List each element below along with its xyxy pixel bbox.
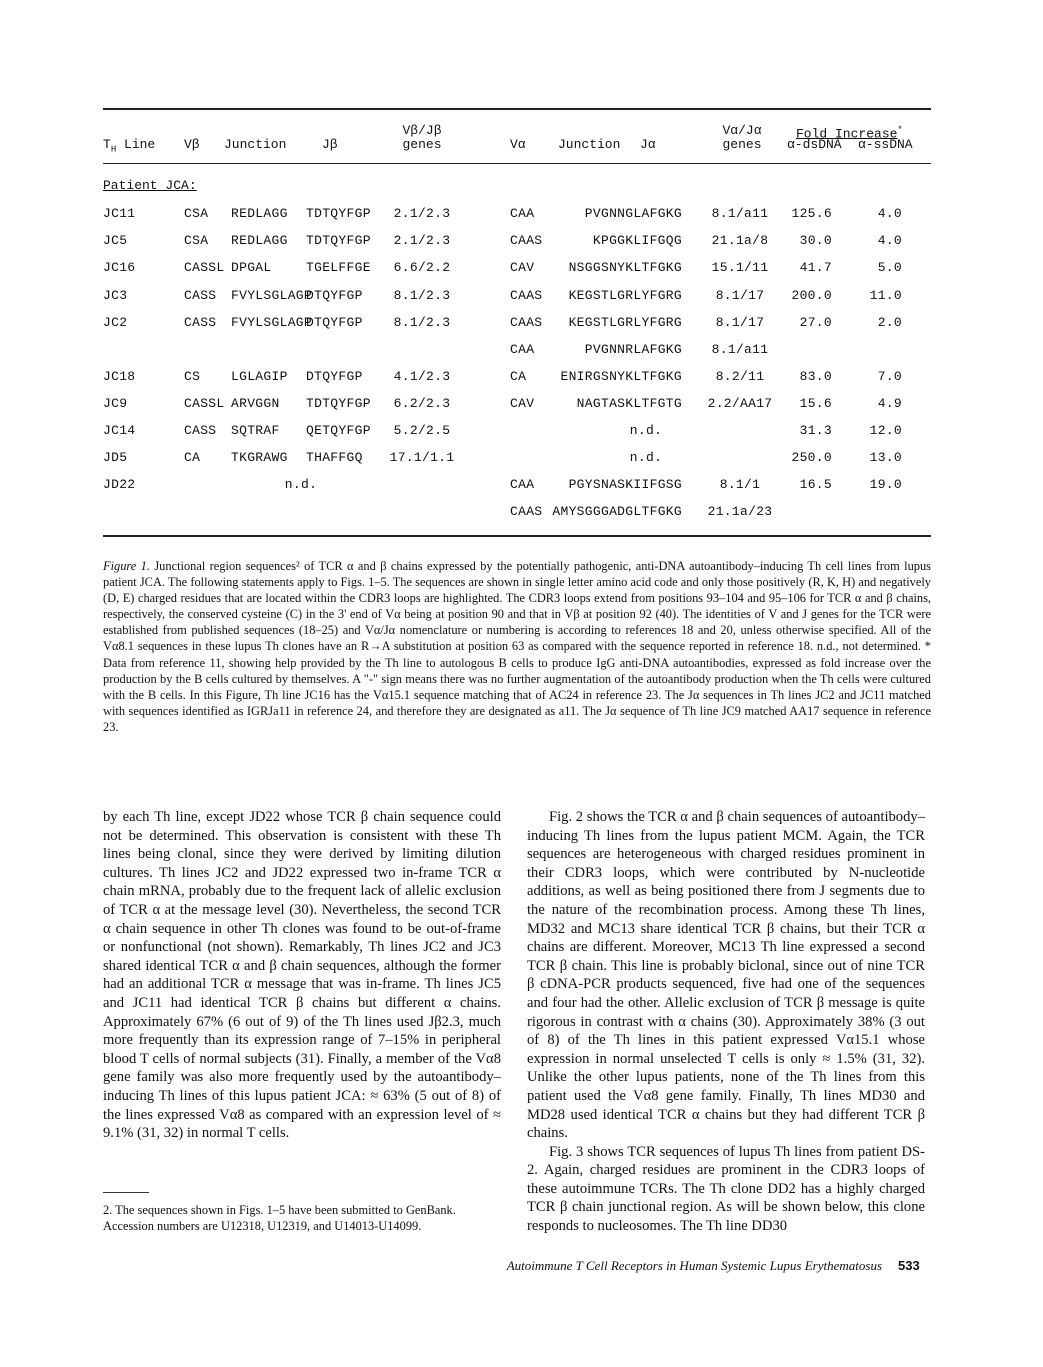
table-cell-junction-a: n.d. <box>629 450 663 465</box>
table-cell-jb: TDTQYFGP <box>306 206 371 221</box>
table-top-rule <box>103 108 931 110</box>
table-cell-vb: CASSL <box>184 396 225 411</box>
table-cell-vbjb: 8.1/2.3 <box>393 315 451 330</box>
table-cell-vb: CA <box>184 450 201 465</box>
table-cell-ss: 11.0 <box>869 288 902 303</box>
table-bottom-rule <box>103 535 931 537</box>
footnote-rule <box>103 1192 149 1193</box>
table-cell-vbjb: 5.2/2.5 <box>393 423 451 438</box>
table-cell-vb: CS <box>184 369 201 384</box>
table-cell-vaja: 8.1/a11 <box>711 342 769 357</box>
table-cell-line: JC16 <box>103 260 136 275</box>
table-cell-va: CAAS <box>510 315 543 330</box>
header-vbjb-1: Vβ/Jβ <box>402 123 442 138</box>
table-cell-ss: 4.0 <box>877 206 902 221</box>
table-cell-junction-a: AMYSGGGADGLTFGKG <box>552 504 682 519</box>
body-right-paragraph: Fig. 2 shows the TCR α and β chain sequences of autoantibody–inducing Th lines from the lupus patient MCM. Again, the TCR sequences are heterogeneous with charged residues prominent in their CDR3 loops, which were contributed by N-nucleotide additions, as well as being positioned there from J segments due to the nature of the recombination process. Among these Th lines, MD32 and MC13 share identical TCR β chains, but their TCR α chains are different. Moreover, MC13 Th line expressed a second TCR β chain. This line is probably biclonal, since out of nine TCR β cDNA-PCR products sequenced, five had one of the sequences and four had the other. Allelic exclusion of TCR β message is quite rigorous in contrast with α chains (30). Approximately 38% (3 out of 8) of the Th lines in this patient expressed Vα15.1 whose expression in normal unselected T cells is only ≈ 1.5% (31, 32). Unlike the other lupus patients, none of the Th lines from this patient used the Vα8 gene family. Finally, Th lines MD30 and MD28 used identical TCR α chains but they had different TCR β chains. <box>527 809 925 1142</box>
header-ds: α-dsDNA <box>787 137 842 152</box>
table-cell-vb: CSA <box>184 233 209 248</box>
table-cell-va: CAAS <box>510 504 543 519</box>
page-number: 533 <box>898 1258 920 1273</box>
table-cell-ds: 250.0 <box>791 450 832 465</box>
table-cell-ss: 5.0 <box>877 260 902 275</box>
table-cell-ds: 15.6 <box>799 396 832 411</box>
table-cell-junction-b: REDLAGG <box>231 206 288 221</box>
table-cell-ds: 41.7 <box>799 260 832 275</box>
footnote: 2. The sequences shown in Figs. 1–5 have been submitted to GenBank. Accession numbers are U12318, U12319, and U14013-U14099. <box>103 1203 456 1233</box>
header-vaja-2: genes <box>722 137 762 152</box>
header-junction-a: Junction <box>558 137 621 152</box>
table-cell-vaja: 8.1/1 <box>719 477 761 492</box>
table-cell-line: JC5 <box>103 233 128 248</box>
header-va: Vα <box>510 137 526 152</box>
caption-label: Figure 1. <box>103 559 150 573</box>
table-cell-vaja: 21.1a/8 <box>711 233 769 248</box>
body-left-paragraph: by each Th line, except JD22 whose TCR β chain sequence could not be determined. This observation is consistent with these Th lines being clonal, since they were derived by limiting dilution cultures. Th lines JC2 and JD22 expressed two in-frame TCR α chain mRNA, probably due to the frequent lack of allelic exclusion of TCR α at the message level (30). Nevertheless, the second TCR α chain sequence in other Th clones was found to be out-of-frame or nonfunctional (not shown). Remarkably, Th lines JC2 and JC3 shared identical TCR α and β chain sequences, although the former had an additional TCR α message that was in-frame. Th lines JC5 and JC11 had identical TCR β chains but different α chains. Approximately 67% (6 out of 9) of the Th lines used Jβ2.3, much more frequently than its expression range of 7–15% in peripheral blood T cells of normal subjects (31). Finally, a member of the Vα8 gene family was also more frequently used by the autoantibody–inducing Th lines of this lupus patient JCA: ≈ 63% (5 out of 8) of the lines expressed Vα8 as compared with an expression level of ≈ 9.1% (31, 32) in normal T cells. <box>103 809 501 1142</box>
table-cell-vaja: 15.1/11 <box>711 260 769 275</box>
table-cell-ss: 19.0 <box>869 477 902 492</box>
header-vb: Vβ <box>184 137 200 152</box>
table-cell-vaja: 8.1/17 <box>715 315 765 330</box>
table-cell-junction-b: SQTRAF <box>231 423 280 438</box>
table-cell-ss: 13.0 <box>869 450 902 465</box>
table-cell-ds: 27.0 <box>799 315 832 330</box>
table-cell-vaja: 2.2/AA17 <box>707 396 773 411</box>
table-cell-junction-b: ARVGGN <box>231 396 280 411</box>
header-th-line: $T_H$ Line <box>103 137 156 155</box>
table-cell-junction-a: KPGGKLIFGQG <box>592 233 682 248</box>
table-cell-line: JC2 <box>103 315 128 330</box>
body-right-column <box>527 808 925 1236</box>
table-cell-vb: CASS <box>184 288 217 303</box>
table-cell-junction-b: FVYLSGLAGP <box>231 315 313 330</box>
table-cell-junction-a: PVGNNGLAFGKG <box>584 206 682 221</box>
caption-text: Junctional region sequences² of TCR α and β chains expressed by the potentially pathogenic, anti-DNA autoantibody–inducing Th cell lines from lupus patient JCA. The following statements apply to Figs. 1–5. The sequences are shown in single letter amino acid code and only those positively (R, K, H) and negatively (D, E) charged residues that are located within the CDR3 loops are highlighted. The CDR3 loops extend from positions 93–104 and 95–106 for TCR α and β chains, respectively, the conserved cysteine (C) in the 3' end of Vα being at position 90 and that in Vβ at position 92 (40). The identities of V and J genes for the TCR were established from published sequences (18–25) and Vα/Jα nomenclature or numbering is according to references 18 and 20, unless otherwise specified. All of the Vα8.1 sequences in these lupus Th clones have an R→A substitution at position 63 as compared with the sequence reported in reference 18. n.d., not determined. * Data from reference 11, showing help provided by the Th line to autologous B cells to produce IgG anti-DNA autoantibodies, expressed as fold increase over the production by the B cells cultured by themselves. A "-" sign means there was no further augmentation of the autoantibody production when the Th cells were cultured with the B cells. In this Figure, Th line JC16 has the Vα15.1 sequence matching that of AC24 in reference 23. The Jα sequences in Th lines JC2 and JC11 matched with sequences identified as IGRJa11 in reference 24, and therefore they are designated as a11. The Jα sequence of Th line JC9 matched AA17 sequence in reference 23. <box>103 559 931 734</box>
table-cell-line: JD22 <box>103 477 136 492</box>
table-cell-jb: DTQYFGP <box>306 369 363 384</box>
table-cell-junction-a: NAGTASKLTFGTG <box>576 396 682 411</box>
table-cell-vaja: 8.2/11 <box>715 369 765 384</box>
table-cell-junction-b: LGLAGIP <box>231 369 288 384</box>
table-cell-junction-a: KEGSTLGRLYFGRG <box>568 315 682 330</box>
table-cell-junction-a: n.d. <box>629 423 663 438</box>
table-cell-junction-a: PGYSNASKIIFGSG <box>568 477 682 492</box>
table-cell-vbjb: 17.1/1.1 <box>389 450 455 465</box>
table-cell-junction-b: FVYLSGLAGP <box>231 288 313 303</box>
table-cell-jb: TDTQYFGP <box>306 396 371 411</box>
table-cell-ds: 31.3 <box>799 423 832 438</box>
table-cell-ss: 7.0 <box>877 369 902 384</box>
table-cell-vb: CASS <box>184 423 217 438</box>
table-header-rule <box>103 163 931 164</box>
body-right-paragraph: Fig. 3 shows TCR sequences of lupus Th lines from patient DS-2. Again, charged residues are prominent in the CDR3 loops of these autoimmune TCRs. The Th clone DD2 has a highly charged TCR β chain junctional region. As will be shown below, this clone responds to nucleosomes. The Th line DD30 <box>527 1143 925 1235</box>
body-left-column <box>103 808 501 1143</box>
table-cell-vbjb: 2.1/2.3 <box>393 206 451 221</box>
table-cell-va: CAA <box>510 477 535 492</box>
table-cell-va: CAV <box>510 260 535 275</box>
table-cell-junction-a: NSGGSNYKLTFGKG <box>568 260 682 275</box>
table-cell-junction-b: TKGRAWG <box>231 450 288 465</box>
running-head: Autoimmune T Cell Receptors in Human Systemic Lupus Erythematosus <box>506 1258 882 1273</box>
table-cell-line: JC18 <box>103 369 136 384</box>
table-cell-vaja: 21.1a/23 <box>707 504 773 519</box>
table-cell-line: JC11 <box>103 206 136 221</box>
table-cell-jb: THAFFGQ <box>306 450 363 465</box>
header-fold-increase: Fold Increase* <box>796 125 903 142</box>
header-jb: Jβ <box>322 137 338 152</box>
table-cell-line: JC3 <box>103 288 128 303</box>
table-cell-junction-b: n.d. <box>284 477 318 492</box>
table-cell-va: CAAS <box>510 233 543 248</box>
table-cell-vbjb: 2.1/2.3 <box>393 233 451 248</box>
table-cell-vbjb: 6.2/2.3 <box>393 396 451 411</box>
table-cell-vbjb: 4.1/2.3 <box>393 369 451 384</box>
table-cell-vbjb: 6.6/2.2 <box>393 260 451 275</box>
table-cell-vbjb: 8.1/2.3 <box>393 288 451 303</box>
table-cell-va: CA <box>510 369 527 384</box>
table-cell-jb: TGELFFGE <box>306 260 371 275</box>
table-cell-line: JC14 <box>103 423 136 438</box>
table-cell-vaja: 8.1/17 <box>715 288 765 303</box>
table-cell-ds: 16.5 <box>799 477 832 492</box>
table-cell-jb: QETQYFGP <box>306 423 371 438</box>
header-ja: Jα <box>640 137 656 152</box>
table-cell-junction-a: PVGNNRLAFGKG <box>584 342 682 357</box>
table-cell-line: JC9 <box>103 396 128 411</box>
figure-caption <box>103 558 931 735</box>
table-cell-va: CAA <box>510 206 535 221</box>
table-cell-va: CAAS <box>510 288 543 303</box>
table-cell-ss: 12.0 <box>869 423 902 438</box>
table-cell-ss: 4.0 <box>877 233 902 248</box>
table-cell-vaja: 8.1/a11 <box>711 206 769 221</box>
table-cell-ds: 30.0 <box>799 233 832 248</box>
table-cell-junction-b: DPGAL <box>231 260 272 275</box>
table-cell-va: CAV <box>510 396 535 411</box>
header-vbjb-2: genes <box>402 137 442 152</box>
table-cell-vb: CASSL <box>184 260 225 275</box>
table-cell-va: CAA <box>510 342 535 357</box>
table-cell-ds: 83.0 <box>799 369 832 384</box>
table-cell-vb: CASS <box>184 315 217 330</box>
table-cell-jb: TDTQYFGP <box>306 233 371 248</box>
patient-label: Patient JCA: <box>103 178 197 193</box>
table-cell-jb: DTQYFGP <box>306 288 363 303</box>
table-cell-junction-a: KEGSTLGRLYFGRG <box>568 288 682 303</box>
table-cell-ds: 125.6 <box>791 206 832 221</box>
table-cell-line: JD5 <box>103 450 128 465</box>
header-junction-b: Junction <box>224 137 287 152</box>
table-cell-vb: CSA <box>184 206 209 221</box>
table-cell-ss: 2.0 <box>877 315 902 330</box>
header-ss: α-ssDNA <box>858 137 913 152</box>
table-cell-junction-b: REDLAGG <box>231 233 288 248</box>
table-cell-junction-a: ENIRGSNYKLTFGKG <box>560 369 682 384</box>
table-cell-ss: 4.9 <box>877 396 902 411</box>
table-cell-ds: 200.0 <box>791 288 832 303</box>
table-cell-jb: DTQYFGP <box>306 315 363 330</box>
header-vaja-1: Vα/Jα <box>722 123 762 138</box>
